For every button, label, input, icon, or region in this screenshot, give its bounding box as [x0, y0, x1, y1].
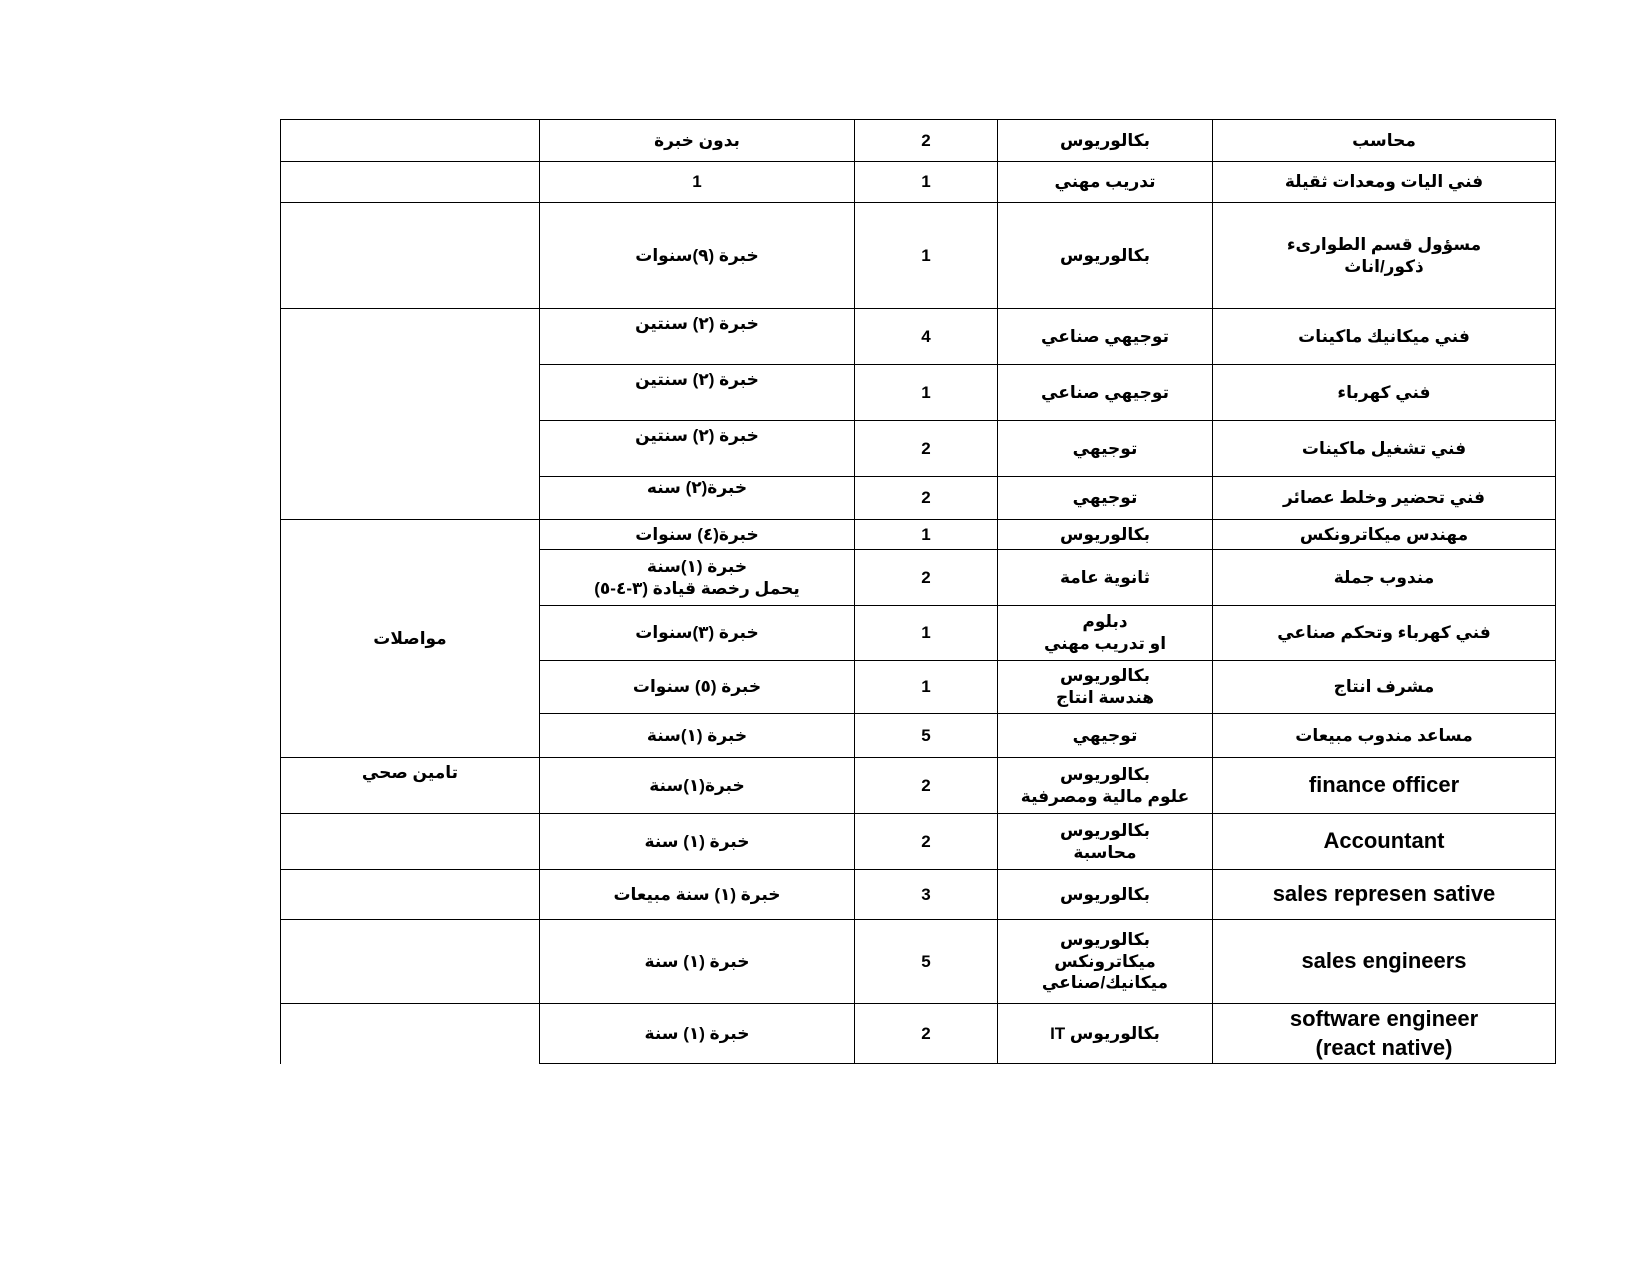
experience-cell: خبرة (٣)سنوات: [540, 606, 855, 661]
experience-cell: 1: [540, 162, 855, 203]
experience-cell: خبرة (١)سنة يحمل رخصة قيادة (٣-٤-٥): [540, 550, 855, 606]
job-title-cell: مشرف انتاج: [1213, 661, 1556, 714]
benefits-cell: [281, 162, 540, 203]
experience-cell: خبرة (١) سنة: [540, 1004, 855, 1064]
job-title-cell: فني كهرباء: [1213, 365, 1556, 421]
education-cell: توجيهي: [998, 477, 1213, 520]
experience-cell: خبرة (٢) سنتين: [540, 365, 855, 421]
count-cell: 1: [855, 661, 998, 714]
job-title-cell: مساعد مندوب مبيعات: [1213, 714, 1556, 758]
education-cell: ثانوية عامة: [998, 550, 1213, 606]
experience-cell: خبرة (٢) سنتين: [540, 421, 855, 477]
job-title-cell: فني ميكانيك ماكينات: [1213, 309, 1556, 365]
experience-cell: خبرة (٢) سنتين: [540, 309, 855, 365]
education-cell: بكالوريوس IT: [998, 1004, 1213, 1064]
benefits-merged-cell: [281, 309, 540, 520]
job-title-cell: software engineer (react native): [1213, 1004, 1556, 1064]
job-title-cell: مسؤول قسم الطوارىء ذكور/اناث: [1213, 203, 1556, 309]
table-row: [281, 309, 1556, 365]
count-cell: 4: [855, 309, 998, 365]
experience-cell: خبرة (١)سنة: [540, 714, 855, 758]
table-row: [281, 120, 1556, 162]
experience-cell: خبرة (١) سنة: [540, 920, 855, 1004]
job-title-cell: مهندس ميكاترونكس: [1213, 520, 1556, 550]
job-title-cell: فني كهرباء وتحكم صناعي: [1213, 606, 1556, 661]
education-cell: توجيهي: [998, 714, 1213, 758]
education-cell: دبلوم او تدريب مهني: [998, 606, 1213, 661]
experience-cell: خبرة (١) سنة مبيعات: [540, 870, 855, 920]
benefits-cell: [281, 120, 540, 162]
count-cell: 1: [855, 606, 998, 661]
benefits-cell: تامين صحي: [281, 758, 540, 814]
education-cell: بكالوريوس: [998, 203, 1213, 309]
education-cell: تدريب مهني: [998, 162, 1213, 203]
benefits-cell: [281, 1004, 540, 1064]
count-cell: 3: [855, 870, 998, 920]
education-cell: بكالوريوس: [998, 870, 1213, 920]
education-cell: توجيهي صناعي: [998, 365, 1213, 421]
education-cell: توجيهي صناعي: [998, 309, 1213, 365]
experience-cell: بدون خبرة: [540, 120, 855, 162]
job-title-cell: finance officer: [1213, 758, 1556, 814]
job-title-cell: sales represen sative: [1213, 870, 1556, 920]
count-cell: 5: [855, 714, 998, 758]
count-cell: 2: [855, 1004, 998, 1064]
count-cell: 1: [855, 162, 998, 203]
education-cell: بكالوريوس محاسبة: [998, 814, 1213, 870]
education-cell: بكالوريوس: [998, 120, 1213, 162]
table-row: [281, 870, 1556, 920]
job-title-cell: فني اليات ومعدات ثقيلة: [1213, 162, 1556, 203]
table-row: [281, 520, 1556, 550]
count-cell: 1: [855, 520, 998, 550]
job-title-cell: فني تحضير وخلط عصائر: [1213, 477, 1556, 520]
table-row: [281, 814, 1556, 870]
job-title-cell: محاسب: [1213, 120, 1556, 162]
count-cell: 2: [855, 421, 998, 477]
job-title-cell: Accountant: [1213, 814, 1556, 870]
benefits-merged-cell: مواصلات: [281, 520, 540, 758]
count-cell: 2: [855, 550, 998, 606]
experience-cell: خبرة(٢) سنه: [540, 477, 855, 520]
benefits-cell: [281, 920, 540, 1004]
job-title-cell: sales engineers: [1213, 920, 1556, 1004]
job-title-cell: مندوب جملة: [1213, 550, 1556, 606]
experience-cell: خبرة(١)سنة: [540, 758, 855, 814]
benefits-cell: [281, 870, 540, 920]
table-row: [281, 920, 1556, 1004]
count-cell: 5: [855, 920, 998, 1004]
table-row: [281, 758, 1556, 814]
count-cell: 2: [855, 477, 998, 520]
count-cell: 2: [855, 814, 998, 870]
education-cell: بكالوريوس هندسة انتاج: [998, 661, 1213, 714]
count-cell: 2: [855, 120, 998, 162]
table-row: [281, 162, 1556, 203]
table-row: [281, 203, 1556, 309]
job-vacancies-table: [280, 119, 1556, 1064]
count-cell: 1: [855, 365, 998, 421]
education-cell: بكالوريوس علوم مالية ومصرفية: [998, 758, 1213, 814]
table-row: [281, 1004, 1556, 1064]
experience-cell: خبرة (٩)سنوات: [540, 203, 855, 309]
count-cell: 1: [855, 203, 998, 309]
job-title-cell: فني تشغيل ماكينات: [1213, 421, 1556, 477]
education-cell: بكالوريوس: [998, 520, 1213, 550]
benefits-cell: [281, 814, 540, 870]
education-cell: توجيهي: [998, 421, 1213, 477]
education-cell: بكالوريوس ميكاترونكس ميكانيك/صناعي: [998, 920, 1213, 1004]
experience-cell: خبرة(٤) سنوات: [540, 520, 855, 550]
experience-cell: خبرة (٥) سنوات: [540, 661, 855, 714]
count-cell: 2: [855, 758, 998, 814]
experience-cell: خبرة (١) سنة: [540, 814, 855, 870]
benefits-cell: [281, 203, 540, 309]
